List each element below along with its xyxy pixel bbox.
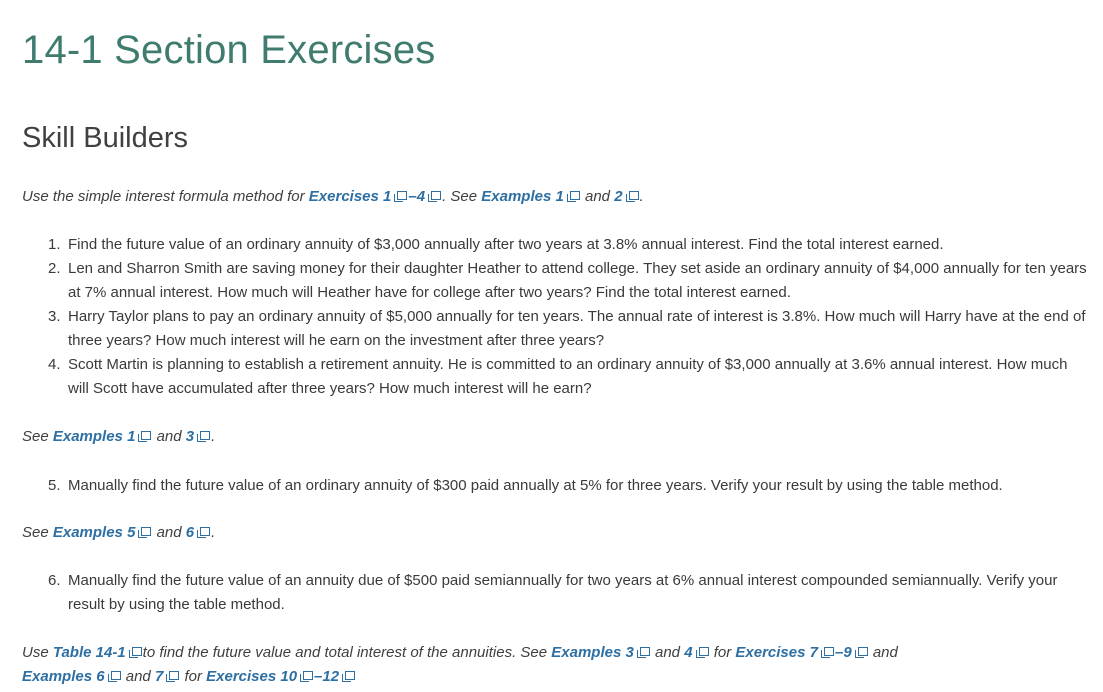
link-examples-3[interactable]: Examples 3: [551, 644, 634, 661]
exercise-number: 5.: [48, 477, 61, 494]
external-link-icon: [637, 647, 649, 658]
external-link-icon: [108, 671, 120, 682]
intro-instructions-1: [22, 185, 1082, 209]
exercise-text: Scott Martin is planning to establish a retirement annuity. He is committed to an ordinary annuity of $3,000 annually at 3.6% annual interest. How much will Scott have accumulated after three years? How much interest will he earn?: [68, 356, 1068, 397]
section-heading: Skill Builders: [22, 122, 188, 154]
intro-text: for: [180, 668, 207, 685]
exercise-number: 2.: [48, 260, 61, 277]
intro-text: and: [650, 644, 685, 661]
intro-text: Use the simple interest formula method for: [22, 188, 309, 205]
external-link-icon: [428, 191, 440, 202]
external-link-icon: [696, 647, 708, 658]
link-examples-1[interactable]: Examples 1: [52, 428, 136, 445]
exercise-text: Harry Taylor plans to pay an ordinary annuity of $5,000 annually for ten years. The annual rate of interest is 3.8%. How much will Harry have at the end of three years? How much interest will he earn on the investment after three years?: [68, 308, 1086, 349]
link-exercises-10[interactable]: Exercises 10: [206, 668, 298, 685]
external-link-icon: [394, 191, 406, 202]
external-link-icon: [855, 647, 867, 658]
link-table-14-1[interactable]: Table 14-1: [52, 644, 126, 661]
external-link-icon: [342, 671, 354, 682]
exercise-number: 1.: [48, 236, 61, 253]
exercise-text: Len and Sharron Smith are saving money for their daughter Heather to attend college. They set aside an ordinary annuity of $4,000 annually for ten years at 7% annual interest. How much will Heather have for college after two years? Find the total interest earned.: [68, 260, 1087, 301]
exercise-text: Manually find the future value of an ordinary annuity of $300 paid annually at 5% for three years. Verify your result by using the table method.: [68, 477, 1003, 494]
intro-text: . See: [442, 188, 482, 205]
link-examples-6[interactable]: Examples 6: [22, 668, 105, 685]
intro-text: .: [639, 188, 644, 205]
page-title: 14-1 Section Exercises: [22, 28, 436, 72]
external-link-icon: [300, 671, 312, 682]
intro-text: and: [580, 188, 615, 205]
link-dash[interactable]: –: [314, 668, 323, 685]
external-link-icon: [567, 191, 579, 202]
link-examples-3[interactable]: 3: [185, 428, 195, 445]
external-link-icon: [138, 527, 150, 538]
exercise-text: Find the future value of an ordinary annuity of $3,000 annually after two years at 3.8% annual interest. Find the total interest earned.: [68, 236, 944, 253]
intro-text: to find the future value and total interest of the annuities. See: [142, 644, 552, 661]
exercise-item: [48, 305, 1088, 353]
external-link-icon: [166, 671, 178, 682]
external-link-icon: [129, 647, 141, 658]
intro-text: and: [152, 524, 186, 541]
exercise-item: [48, 257, 1088, 305]
link-exercises-7[interactable]: Exercises 7: [735, 644, 818, 661]
intro-instructions-2: [22, 425, 1082, 449]
intro-text: and: [152, 428, 186, 445]
link-examples-5[interactable]: Examples 5: [52, 524, 136, 541]
link-examples-1[interactable]: Examples 1: [481, 188, 564, 205]
intro-text: and: [121, 668, 155, 685]
intro-instructions-4: [22, 641, 1082, 689]
exercise-text: Manually find the future value of an annuity due of $500 paid semiannually for two years at 6% annual interest compounded semiannually. Verify your result by using the table method.: [68, 572, 1058, 613]
exercise-item: [48, 474, 1088, 498]
external-link-icon: [138, 431, 150, 442]
exercise-number: 4.: [48, 356, 61, 373]
intro-instructions-3: [22, 521, 1082, 545]
intro-text: .: [211, 524, 216, 541]
link-examples-2[interactable]: 2: [614, 188, 623, 205]
intro-text: See: [22, 428, 53, 445]
external-link-icon: [197, 527, 209, 538]
exercise-list: [48, 233, 1088, 401]
external-link-icon: [197, 431, 209, 442]
external-link-icon: [626, 191, 638, 202]
intro-text: .: [211, 428, 216, 445]
link-examples-4[interactable]: 4: [684, 644, 693, 661]
link-exercises-1[interactable]: Exercises 1: [308, 188, 392, 205]
link-dash[interactable]: –: [834, 644, 844, 661]
link-dash[interactable]: –: [408, 188, 417, 205]
exercise-item: [48, 233, 1088, 257]
intro-text: Use: [22, 644, 53, 661]
exercise-list: [48, 569, 1068, 617]
exercise-number: 6.: [48, 572, 61, 589]
link-exercises-9[interactable]: 9: [843, 644, 852, 661]
intro-text: and: [868, 644, 898, 661]
link-examples-7[interactable]: 7: [154, 668, 164, 685]
link-exercises-4[interactable]: 4: [416, 188, 426, 205]
external-link-icon: [821, 647, 833, 658]
exercise-item: [48, 353, 1088, 401]
exercise-item: [48, 569, 1068, 617]
link-exercises-12[interactable]: 12: [322, 668, 340, 685]
intro-text: See: [22, 524, 53, 541]
link-examples-6[interactable]: 6: [185, 524, 195, 541]
exercise-list: [48, 474, 1088, 498]
exercise-number: 3.: [48, 308, 61, 325]
intro-text: for: [709, 644, 736, 661]
